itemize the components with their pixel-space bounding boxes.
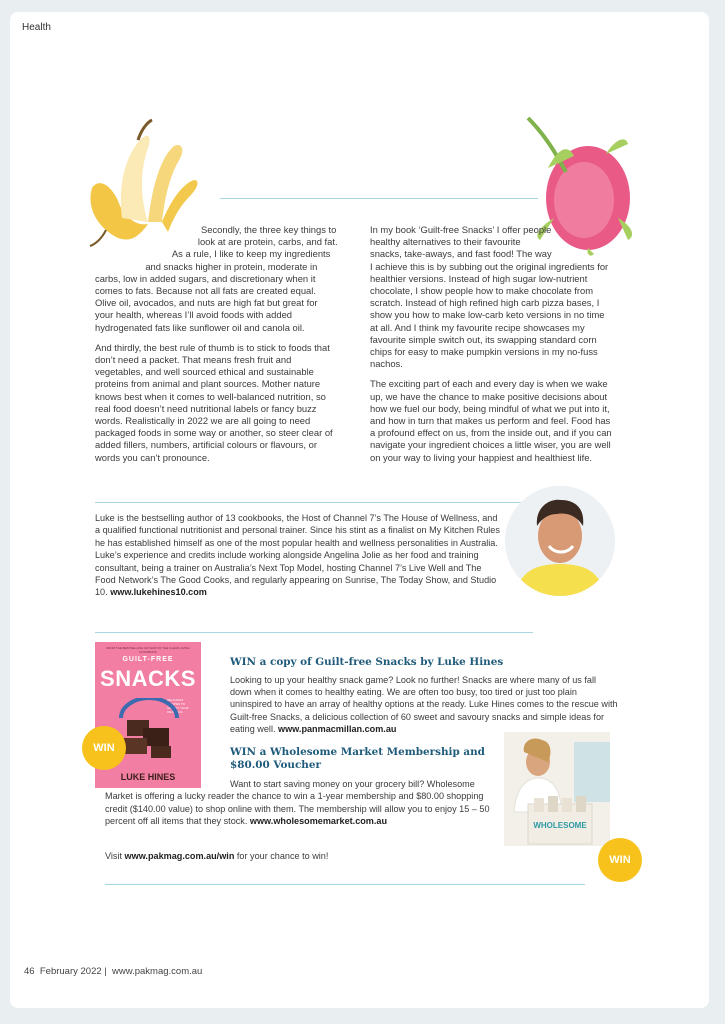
wholesome-photo-art: [504, 732, 610, 846]
bottom-rule: [105, 884, 585, 885]
giveaway-2: [230, 746, 500, 776]
article-right-column: [370, 224, 614, 472]
book-tagline: FROM THE BESTSELLING AUTHOR OF THE CLEAN LIVING COOKBOOK: [106, 646, 190, 654]
giveaway-1-body: [230, 674, 618, 736]
book-author: LUKE HINES: [120, 772, 176, 782]
article-left-column: [95, 224, 338, 472]
author-portrait: [505, 486, 615, 596]
giveaway-1: [230, 656, 618, 742]
giveaway-1-text: Looking to up your healthy snack game? Look no further! Snacks are where many of us fall down when it comes to healthy eating. We are often too busy, too tired or just too plain uninspired to have an array of healthy options at the ready. Luke Hines comes to the rescue with Guilt-free Snacks, a delicious collection of 60 sweet and savoury snacks and simple ideas for eating well.: [230, 674, 618, 735]
giveaway-2-heading-line2: $80.00 Voucher: [230, 758, 321, 771]
bio-link[interactable]: www.lukehines10.com: [110, 587, 207, 598]
giveaway-2-text: Want to start saving money on your grocery bill? Wholesome Market is offering a lucky reader the chance to win a 1-year membership and $80.00 shopping credit ($140.00 value) to shop online with them. The membership will allow you to enjoy 15 – 50 percent off all items that they stock.: [105, 779, 490, 827]
bio-top-rule: [95, 502, 533, 503]
giveaway-2-heading-line1: WIN a Wholesome Market Membership and: [230, 746, 485, 758]
page-footer: 46 February 2022 | www.pakmag.com.au: [24, 966, 203, 977]
footer-site[interactable]: www.pakmag.com.au: [112, 966, 203, 977]
visit-prefix: Visit: [105, 851, 123, 861]
footer-month: February 2022: [39, 966, 102, 977]
visit-line: [105, 850, 500, 862]
author-avatar: [505, 486, 615, 596]
book-title-big: SNACKS: [100, 666, 196, 691]
photo-sign-text: WHOLESOME: [533, 821, 587, 830]
page-number: 46: [24, 966, 35, 977]
bio-text: Luke is the bestselling author of 13 cookbooks, the Host of Channel 7’s The House of Wellness, and a qualified functional nutritionist and personal trainer. Since his stint as a finalist on My Kitchen Rules he has established himself as one of the most popular health and wellness personalities in Australia. Luke’s experience and credits include working alongside Angelina Jolie as her food and training consultant, being a trainer on Australia’s Next Top Model, hosting Channel 7’s Live Well and The Food Network’s The Good Cooks, and regularly appearing on Sunrise, The Today Show, and Studio 10.: [95, 513, 500, 598]
visit-link[interactable]: www.pakmag.com.au/win: [124, 851, 235, 861]
win-badge-left: WIN: [82, 726, 126, 770]
giveaway-2-heading: [230, 746, 500, 771]
win-badge-right: WIN: [598, 838, 642, 882]
giveaway-1-link[interactable]: www.panmacmillan.com.au: [278, 724, 397, 735]
book-subtitle: DELICIOUS RECIPES TO SATISFY YOUR CRAVINGS: [167, 698, 189, 714]
book-title-small: GUILT-FREE: [122, 656, 174, 663]
article-paragraph: And thirdly, the best rule of thumb is to stick to foods that don’t need a packet. That means fresh fruit and vegetables, and well sourced ethical and sustainable proteins from animal and plant sources. Mother nature knows best when it comes to well-balanced nutrition, so real food doesn’t need nutritional labels or fancy buzz words. Realistically in 2022 we are all going to need packaged foods in some way or another, so steer clear of added fillers, numbers, artificial colours or flavours, or words you can’t pronounce.: [95, 341, 333, 463]
section-label: Health: [22, 22, 51, 33]
wholesome-photo: [504, 732, 610, 846]
top-rule: [220, 198, 538, 199]
visit-suffix: for your chance to win!: [236, 851, 329, 861]
giveaway-2-body: [105, 778, 500, 834]
bio-bottom-rule: [95, 632, 533, 633]
giveaway-2-link[interactable]: www.wholesomemarket.com.au: [249, 816, 388, 827]
giveaway-2-paragraph: [105, 778, 500, 828]
article-paragraph: In my book ‘Guilt-free Snacks’ I offer people healthy alternatives to their favourite snacks, take-aways, and fast food! The way I achieve this is by subbing out the original ingredients for healthier versions. Instead of high sugar low-nutrient chocolate, I show people how to make chocolate from scratch. Instead of high refined high carb pizza bases, I show you how to make low-carb keto versions in no time at all. And I think my favourite recipe showcases my favourite simple switch out, its swapping standard corn chips for easy to make pumpkin versions in my no-fuss nachos.: [370, 224, 609, 370]
article-paragraph: The exciting part of each and every day is when we wake up, we have the chance to make positive decisions about how we fuel our body, being mindful of what we put into it, and how in turn that makes us perform and feel. Food has a profound effect on us, from the inside out, and if you can navigate your ingredient choices a little wiser, you are well on your way to living your happiest and healthiest life.: [370, 378, 612, 463]
article-paragraph: Secondly, the three key things to look at are protein, carbs, and fat. As a rule, I like to keep my ingredients and snacks higher in protein, moderate in carbs, low in added sugars, and discretionary when it comes to fats. Because not all fats are created equal. Olive oil, avocados, and nuts are high fat but great for your health, whereas I’ll avoid foods with added hydrogenated fats like sunflower oil and canola oil.: [95, 224, 338, 333]
author-bio: [95, 512, 503, 599]
giveaway-1-heading: WIN a copy of Guilt-free Snacks by Luke Hines: [230, 656, 504, 668]
